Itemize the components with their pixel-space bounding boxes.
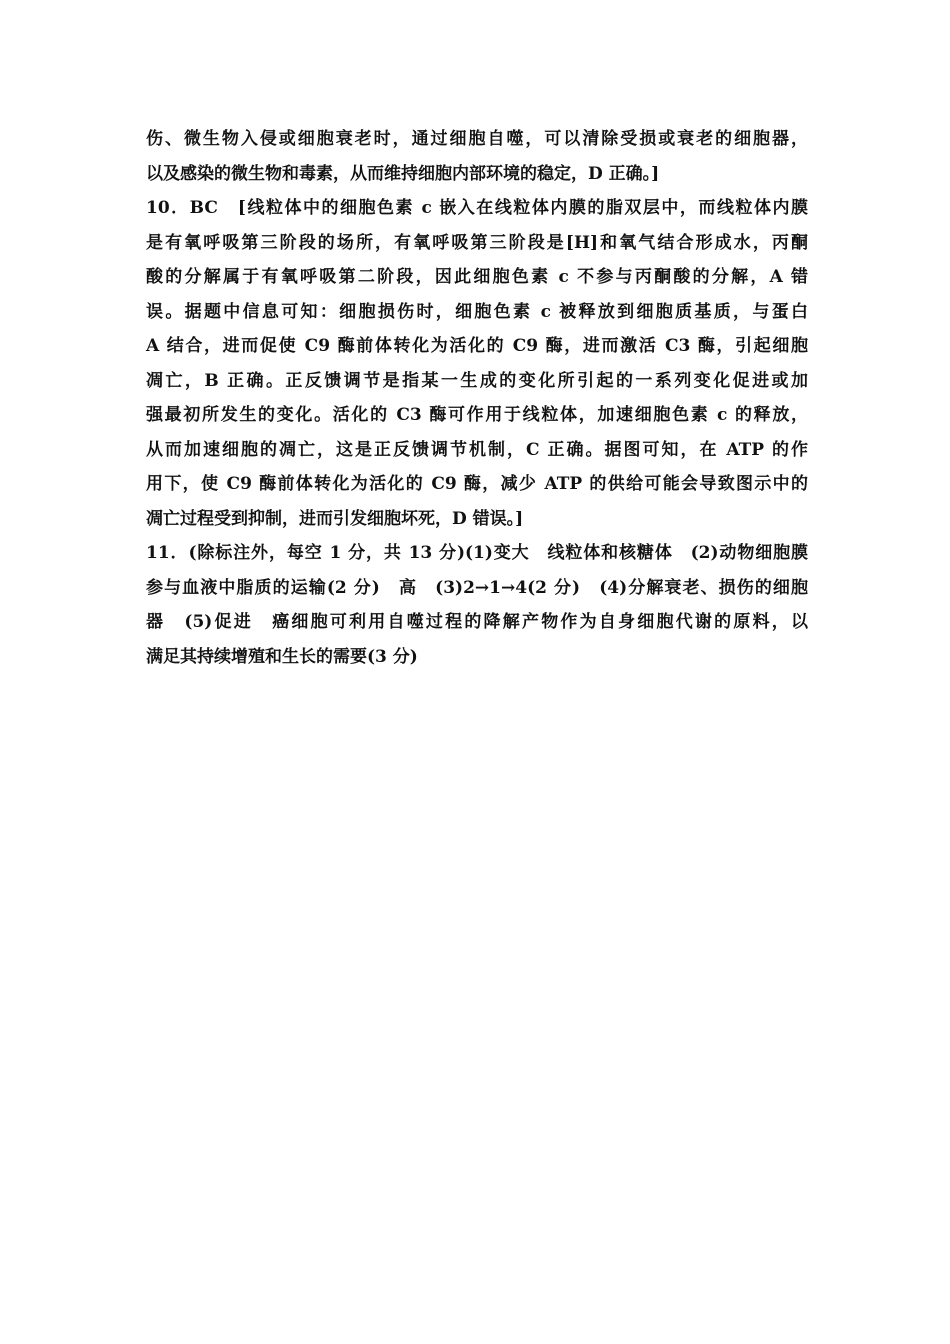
text-line: 强最初所发生的变化。活化的 C3 酶可作用于线粒体，加速细胞色素 c 的释放， bbox=[146, 405, 808, 425]
text-line: 从而加速细胞的凋亡，这是正反馈调节机制，C 正确。据图可知，在 ATP 的作 bbox=[146, 439, 808, 460]
text-line: 凋亡，B 正确。正反馈调节是指某一生成的变化所引起的一系列变化促进或加 bbox=[146, 370, 808, 391]
text-line: A 结合，进而促使 C9 酶前体转化为活化的 C9 酶，进而激活 C3 酶，引起细胞 bbox=[146, 336, 808, 356]
answer-11-line: 11．(除标注外，每空 1 分，共 13 分)(1)变大 线粒体和核糖体 (2)动物细胞膜 bbox=[146, 543, 808, 563]
text-line: 凋亡过程受到抑制，进而引发细胞坏死，D 错误。] bbox=[146, 508, 524, 529]
text-line: 器 (5)促进 癌细胞可利用自噬过程的降解产物作为自身细胞代谢的原料，以 bbox=[146, 612, 808, 632]
text-line: 用下，使 C9 酶前体转化为活化的 C9 酶，减少 ATP 的供给可能会导致图示中的 bbox=[146, 474, 808, 494]
answer-text-block bbox=[146, 122, 808, 674]
text-line: 满足其持续增殖和生长的需要(3 分) bbox=[146, 646, 418, 667]
text-line: 酸的分解属于有氧呼吸第二阶段，因此细胞色素 c 不参与丙酮酸的分解，A 错 bbox=[146, 267, 808, 287]
text-line: 伤、微生物入侵或细胞衰老时，通过细胞自噬，可以清除受损或衰老的细胞器， bbox=[146, 129, 808, 149]
text-line: 以及感染的微生物和毒素，从而维持细胞内部环境的稳定，D 正确。] bbox=[146, 163, 660, 184]
answer-10-line: 10．BC [线粒体中的细胞色素 c 嵌入在线粒体内膜的脂双层中，而线粒体内膜 bbox=[146, 198, 808, 218]
text-line: 误。据题中信息可知：细胞损伤时，细胞色素 c 被释放到细胞质基质，与蛋白 bbox=[146, 301, 808, 322]
text-line: 参与血液中脂质的运输(2 分) 高 (3)2→1→4(2 分) (4)分解衰老、损伤的细胞 bbox=[146, 577, 808, 598]
text-line: 是有氧呼吸第三阶段的场所，有氧呼吸第三阶段是[H]和氧气结合形成水，丙酮 bbox=[146, 232, 808, 253]
